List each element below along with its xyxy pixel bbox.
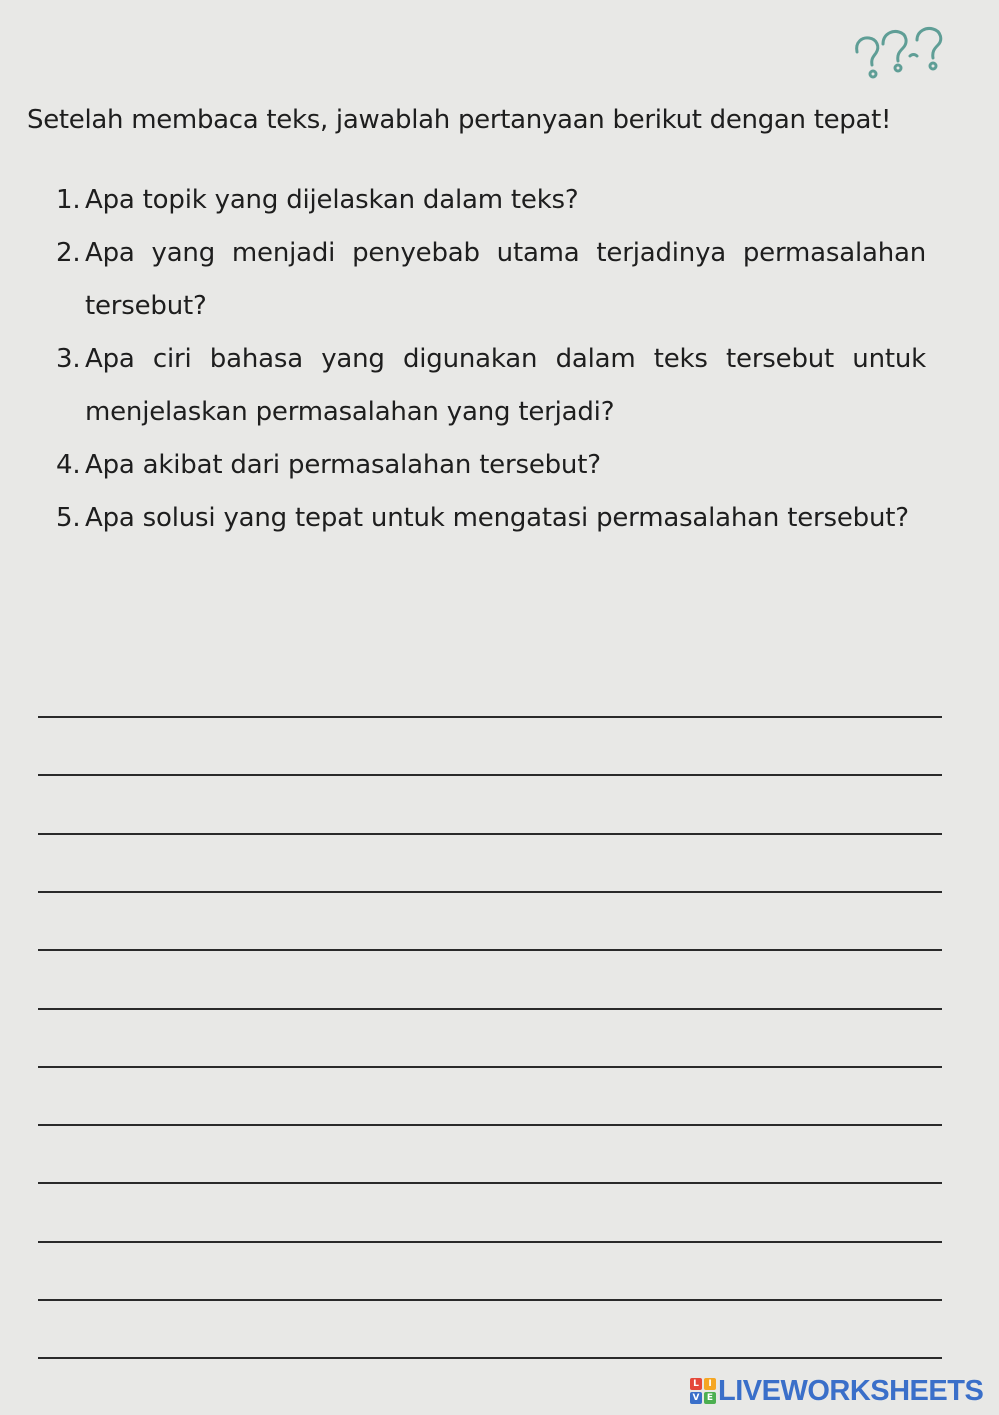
question-text: Apa akibat dari permasalahan tersebut? (85, 450, 601, 480)
question-number: 4. (56, 450, 81, 480)
badge-tile: V (690, 1392, 702, 1404)
answer-line[interactable] (38, 774, 942, 776)
question-list (56, 174, 926, 545)
question-item (56, 492, 926, 545)
answer-line[interactable] (38, 891, 942, 893)
answer-line[interactable] (38, 1299, 942, 1301)
question-number: 2. (56, 238, 81, 268)
question-text: Apa topik yang dijelaskan dalam teks? (85, 185, 579, 215)
question-item (56, 174, 926, 227)
answer-line[interactable] (38, 716, 942, 718)
badge-tile: E (704, 1392, 716, 1404)
question-marks-icon (850, 26, 948, 82)
badge-tile: L (690, 1378, 702, 1390)
answer-line[interactable] (38, 833, 942, 835)
question-item (56, 333, 926, 439)
question-text: Apa ciri bahasa yang digunakan dalam teks tersebut untuk menjelaskan permasalahan yang terjadi? (85, 344, 926, 427)
answer-line[interactable] (38, 1008, 942, 1010)
liveworksheets-logo (690, 1374, 983, 1408)
question-item (56, 439, 926, 492)
liveworksheets-badge-icon (690, 1378, 716, 1404)
answer-line[interactable] (38, 1066, 942, 1068)
answer-line[interactable] (38, 1182, 942, 1184)
question-text: Apa solusi yang tepat untuk mengatasi permasalahan tersebut? (85, 503, 909, 533)
question-text: Apa yang menjadi penyebab utama terjadinya permasalahan tersebut? (85, 238, 926, 321)
question-number: 5. (56, 503, 81, 533)
question-number: 1. (56, 185, 81, 215)
question-number: 3. (56, 344, 81, 374)
answer-line[interactable] (38, 1241, 942, 1243)
answer-line[interactable] (38, 949, 942, 951)
answer-line[interactable] (38, 1124, 942, 1126)
answer-line[interactable] (38, 1357, 942, 1359)
question-item (56, 227, 926, 333)
badge-tile: I (704, 1378, 716, 1390)
instruction-text: Setelah membaca teks, jawablah pertanyaan berikut dengan tepat! (27, 105, 892, 135)
brand-label: LIVEWORKSHEETS (718, 1374, 984, 1407)
